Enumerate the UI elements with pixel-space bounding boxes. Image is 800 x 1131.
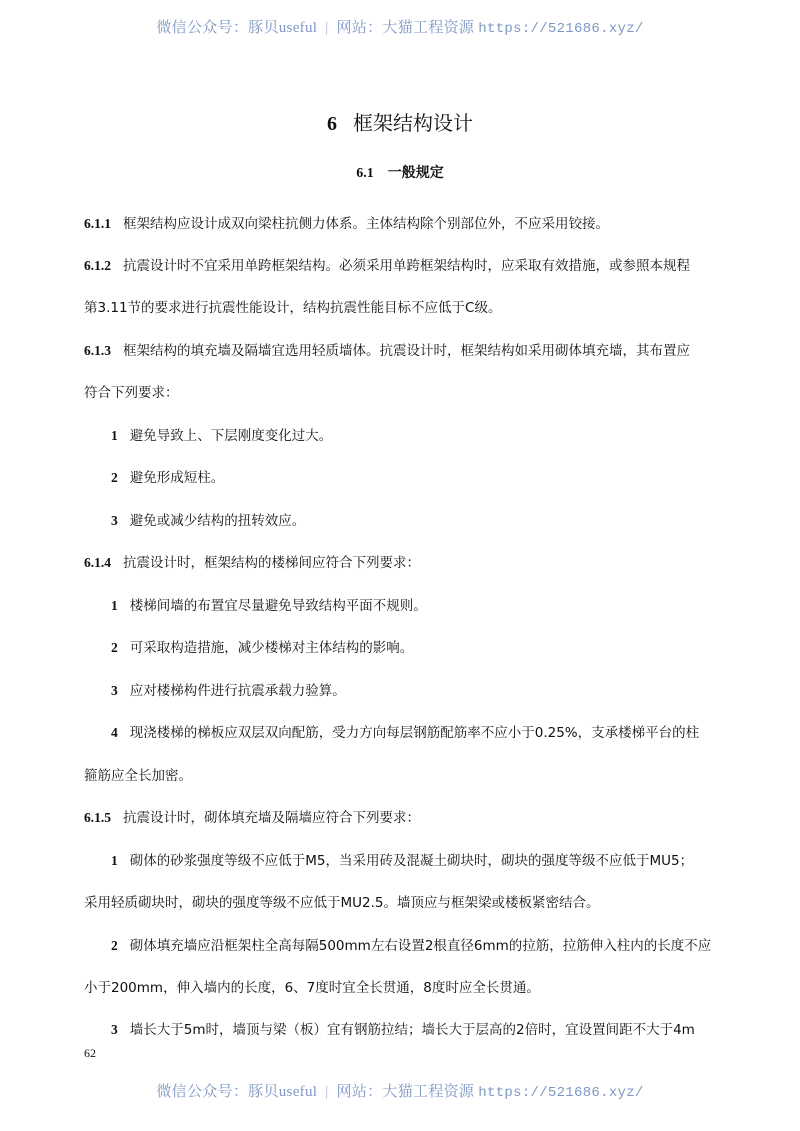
item-number: 2 xyxy=(111,470,118,485)
list-item-line xyxy=(111,636,413,656)
continuation-line xyxy=(84,891,600,911)
line-text: 采用轻质砌块时，砌块的强度等级不应低于MU2.5。墙顶应与框架梁或楼板紧密结合。 xyxy=(84,895,600,911)
clause-number: 6.1.2 xyxy=(84,258,111,273)
item-number: 1 xyxy=(111,853,118,868)
watermark-separator: | xyxy=(325,1084,329,1100)
chapter-number: 6 xyxy=(327,113,337,135)
list-item-line xyxy=(111,424,332,444)
line-text: 避免导致上、下层刚度变化过大。 xyxy=(129,428,333,444)
line-text: 第3.11节的要求进行抗震性能设计，结构抗震性能目标不应低于C级。 xyxy=(84,300,502,316)
watermark-bottom xyxy=(0,1080,800,1101)
section-title xyxy=(0,162,800,182)
watermark-wechat: 微信公众号：豚贝useful xyxy=(156,20,318,36)
line-text: 墙长大于5m时，墙顶与梁（板）宜有钢筋拉结；墙长大于层高的2倍时，宜设置间距不大于4m xyxy=(129,1022,695,1038)
line-text: 现浇楼梯的梯板应双层双向配筋，受力方向每层钢筋配筋率不应小于0.25%，支承楼梯平台的柱 xyxy=(129,725,700,741)
line-text: 避免或减少结构的扭转效应。 xyxy=(129,513,306,529)
continuation-line xyxy=(84,381,179,401)
item-number: 2 xyxy=(111,938,118,953)
continuation-line xyxy=(84,976,540,996)
line-text: 避免形成短柱。 xyxy=(129,470,225,486)
list-item-line xyxy=(111,509,305,529)
list-item-line xyxy=(111,849,693,869)
line-text: 框架结构的填充墙及隔墙宜选用轻质墙体。抗震设计时，框架结构如采用砌体填充墙，其布置应 xyxy=(123,343,690,359)
clause-line xyxy=(84,806,420,826)
item-number: 3 xyxy=(111,683,118,698)
chapter-title xyxy=(0,107,800,136)
watermark-site: 网站：大猫工程资源 xyxy=(336,20,475,36)
list-item-line xyxy=(111,1018,695,1038)
clause-number: 6.1.3 xyxy=(84,343,111,358)
clause-number: 6.1.5 xyxy=(84,810,111,825)
clause-number: 6.1.1 xyxy=(84,216,111,231)
line-text: 箍筋应全长加密。 xyxy=(84,768,192,784)
line-text: 符合下列要求： xyxy=(84,385,179,401)
clause-number: 6.1.4 xyxy=(84,555,111,570)
clause-line xyxy=(84,339,690,359)
item-number: 1 xyxy=(111,598,118,613)
section-title-text: 一般规定 xyxy=(387,165,444,181)
line-text: 抗震设计时不宜采用单跨框架结构。必须采用单跨框架结构时，应采取有效措施，或参照本规程 xyxy=(123,258,690,274)
list-item-line xyxy=(111,934,711,954)
line-text: 楼梯间墙的布置宜尽量避免导致结构平面不规则。 xyxy=(129,598,427,614)
chapter-title-text: 框架结构设计 xyxy=(353,111,473,135)
watermark-separator: | xyxy=(325,20,329,36)
line-text: 可采取构造措施，减少楼梯对主体结构的影响。 xyxy=(129,640,414,656)
item-number: 4 xyxy=(111,725,118,740)
continuation-line xyxy=(84,296,501,316)
watermark-wechat: 微信公众号：豚贝useful xyxy=(156,1084,318,1100)
list-item-line xyxy=(111,679,346,699)
clause-line xyxy=(84,212,609,232)
clause-line xyxy=(84,254,690,274)
section-number: 6.1 xyxy=(356,166,374,181)
line-text: 小于200mm，伸入墙内的长度，6、7度时宜全长贯通，8度时应全长贯通。 xyxy=(84,980,540,996)
line-text: 砌体填充墙应沿框架柱全高每隔500mm左右设置2根直径6mm的拉筋，拉筋伸入柱内的长度不应 xyxy=(129,938,712,954)
line-text: 框架结构应设计成双向梁柱抗侧力体系。主体结构除个别部位外，不应采用铰接。 xyxy=(123,216,609,232)
watermark-url: https://521686.xyz/ xyxy=(478,1085,644,1101)
list-item-line xyxy=(111,466,224,486)
clause-line xyxy=(84,551,420,571)
watermark-site: 网站：大猫工程资源 xyxy=(336,1084,475,1100)
item-number: 3 xyxy=(111,1022,118,1037)
watermark-top xyxy=(0,16,800,37)
line-text: 抗震设计时，框架结构的楼梯间应符合下列要求： xyxy=(123,555,420,571)
line-text: 砌体的砂浆强度等级不应低于M5，当采用砖及混凝土砌块时，砌块的强度等级不应低于MU5； xyxy=(129,853,694,869)
continuation-line xyxy=(84,764,192,784)
item-number: 2 xyxy=(111,640,118,655)
item-number: 3 xyxy=(111,513,118,528)
watermark-url: https://521686.xyz/ xyxy=(478,21,644,37)
page-number: 62 xyxy=(84,1046,96,1060)
list-item-line xyxy=(111,594,427,614)
line-text: 抗震设计时，砌体填充墙及隔墙应符合下列要求： xyxy=(123,810,420,826)
line-text: 应对楼梯构件进行抗震承载力验算。 xyxy=(129,683,346,699)
item-number: 1 xyxy=(111,428,118,443)
list-item-line xyxy=(111,721,699,741)
